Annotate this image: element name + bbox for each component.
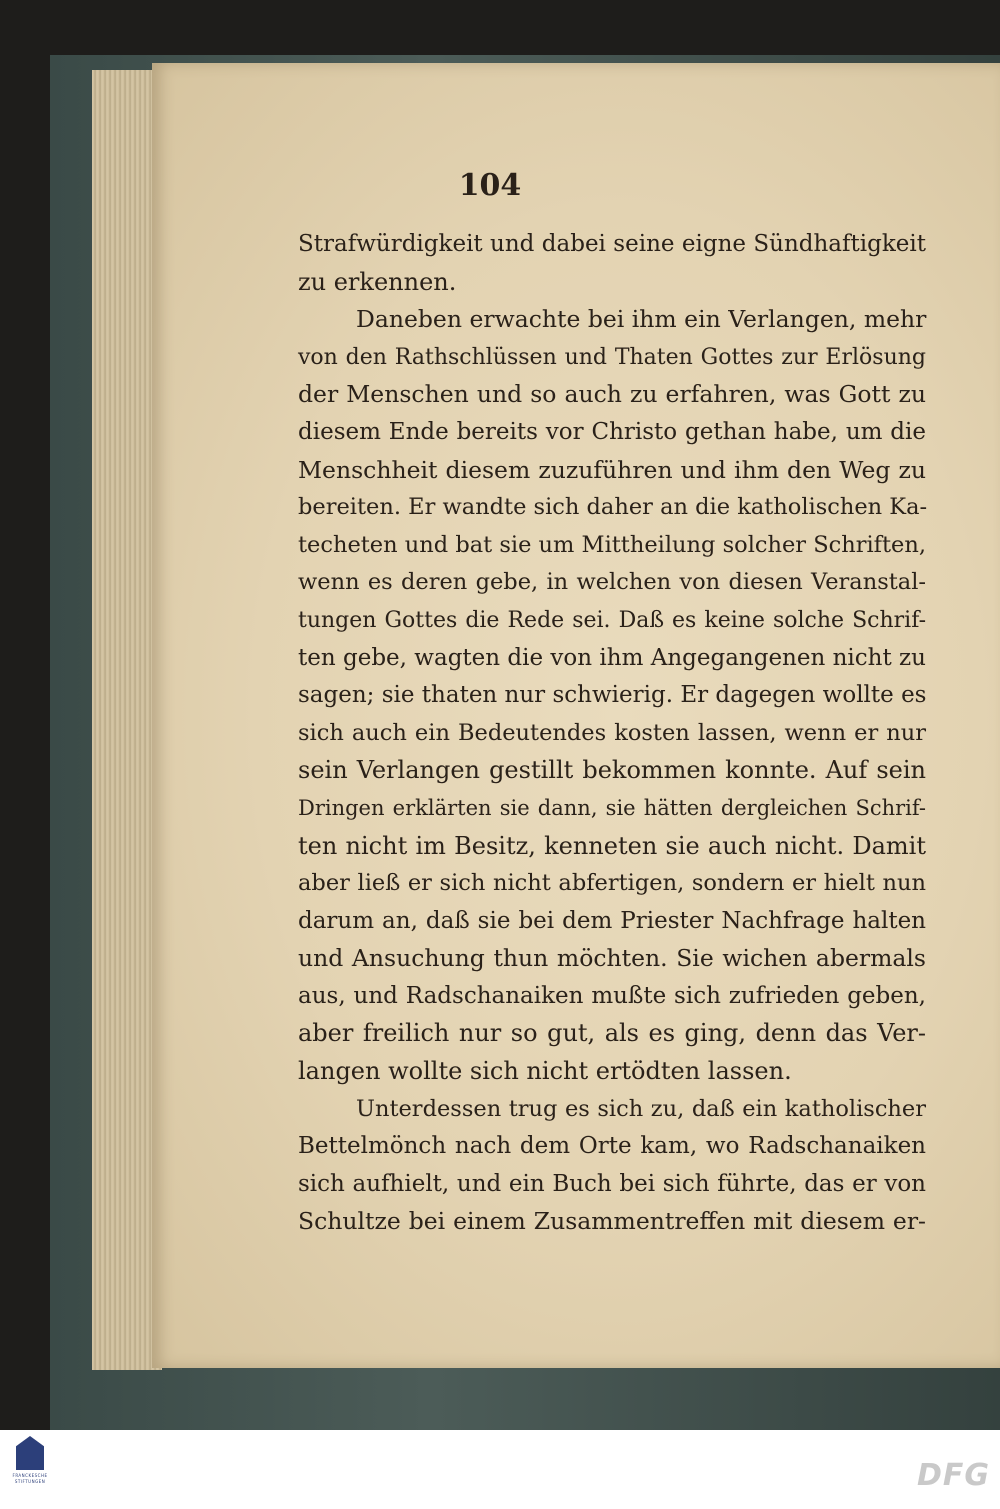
footer-bar [0,1430,1000,1509]
text-line-5: der Menschen und so auch zu erfahren, was Gott zu [298,380,926,409]
text-line-19: darum an, daß sie bei dem Priester Nachfrage halten [298,907,926,934]
text-line-25: Bettelmönch nach dem Orte kam, wo Radschanaiken [298,1133,926,1160]
text-line-14: sich auch ein Bedeutendes kosten lassen, wenn er nur [298,719,926,746]
dfg-logo[interactable]: DFG [916,1458,990,1493]
page-number [0,168,1000,203]
text-line-13: sagen; sie thaten nur schwierig. Er dagegen wollte es [298,682,927,709]
text-line-12: ten gebe, wagten die von ihm Angegangenen nicht zu [298,644,926,671]
body-text [298,226,926,1241]
text-line-9: techeten und bat sie um Mittheilung solcher Schriften, [298,531,926,558]
text-line-20: und Ansuchung thun möchten. Sie wichen abermals [298,944,926,973]
text-line-16: Dringen erklärten sie dann, sie hätten dergleichen Schrif- [298,795,926,820]
text-line-17: ten nicht im Besitz, kenneten sie auch nicht. Damit [298,831,926,860]
text-line-1: Strafwürdigkeit und dabei seine eigne Sündhaftigkeit [298,231,926,257]
text-line-23: langen wollte sich nicht ertödten lassen. [298,1057,792,1086]
text-line-4: von den Rathschlüssen und Thaten Gottes zur Erlösung [298,344,926,370]
text-line-21: aus, und Radschanaiken mußte sich zufrieden geben, [298,982,926,1009]
text-line-18: aber ließ er sich nicht abfertigen, sondern er hielt nun [298,870,926,897]
text-line-6: diesem Ende bereits vor Christo gethan habe, um die [298,418,926,445]
text-line-11: tungen Gottes die Rede sei. Daß es keine solche Schrif- [298,607,926,633]
text-line-22: aber freilich nur so gut, als es ging, denn das Ver- [298,1019,926,1048]
page-number-text: 104 [458,168,522,203]
francke-logo[interactable] [6,1436,54,1504]
text-line-10: wenn es deren gebe, in welchen von diesen Veranstal- [298,569,926,596]
text-line-7: Menschheit diesem zuzuführen und ihm den Weg zu [298,455,926,484]
building-icon [16,1436,44,1470]
logo-caption: FRANCKESCHE STIFTUNGEN [12,1473,48,1484]
text-line-26: sich aufhielt, und ein Buch bei sich führte, das er von [298,1170,926,1197]
text-line-3: Daneben erwachte bei ihm ein Verlangen, mehr [356,305,927,334]
text-line-2: zu erkennen. [298,267,457,296]
text-line-27: Schultze bei einem Zusammentreffen mit diesem er- [298,1207,926,1236]
text-line-15: sein Verlangen gestillt bekommen konnte. Auf sein [298,756,926,785]
text-line-8: bereiten. Er wandte sich daher an die katholischen Ka- [298,494,928,521]
text-line-24: Unterdessen trug es sich zu, daß ein katholischer [356,1095,926,1122]
